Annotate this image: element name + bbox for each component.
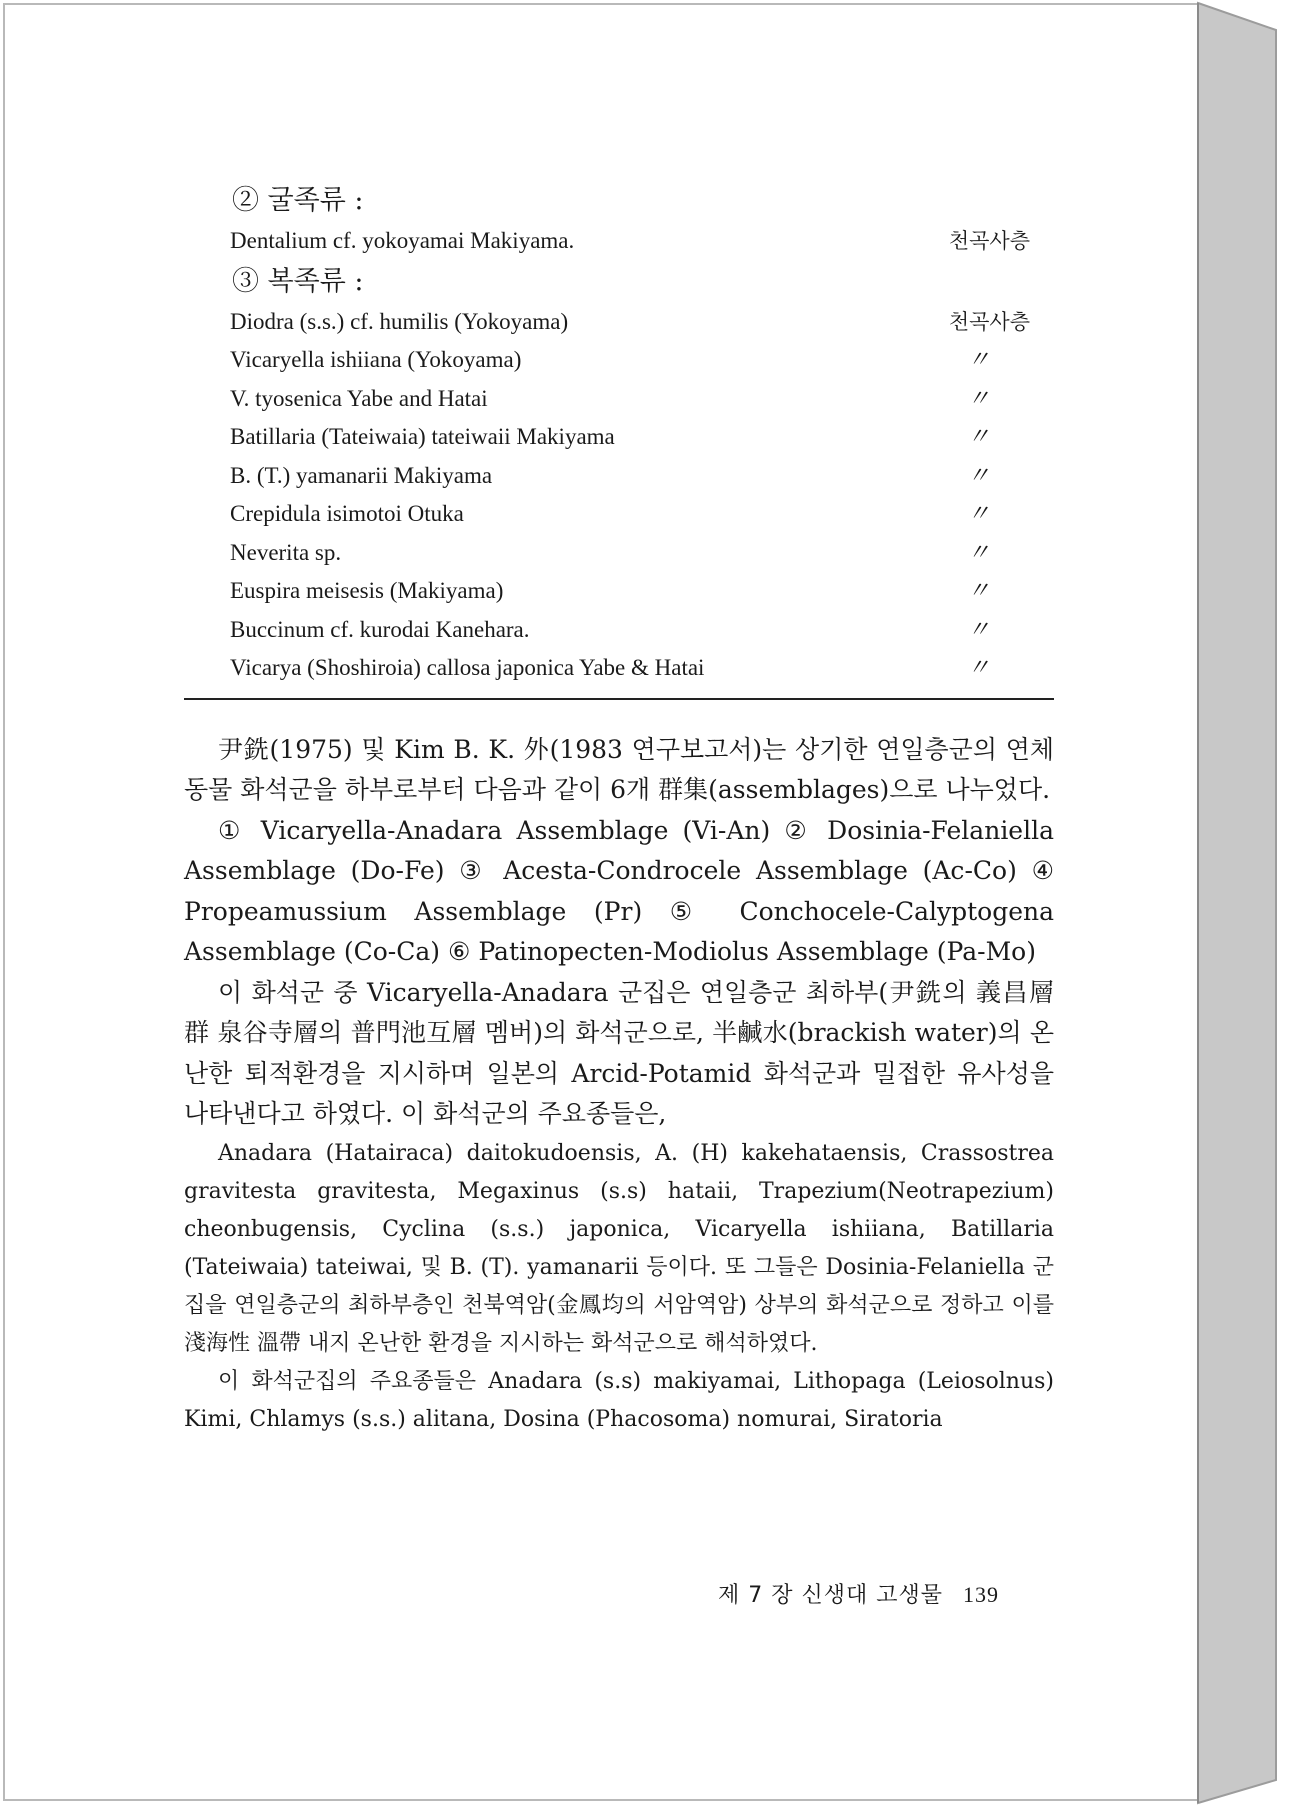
ditto-mark: 〃 [967,347,990,372]
species-row [184,222,1054,261]
species-row [184,457,1054,496]
ditto-mark: 〃 [967,539,990,565]
page-number: 139 [963,1582,999,1607]
ditto-mark: 〃 [967,501,990,526]
ditto-mark: 〃 [967,424,990,449]
species-row [184,611,1054,650]
page-footer [718,1578,999,1609]
species-name: Euspira meisesis (Makiyama) [230,578,504,603]
species-name: B. (T.) yamanarii Makiyama [230,462,493,488]
species-row [184,534,1054,573]
chapter-title: 제 7 장 신생대 고생물 [718,1583,943,1608]
ditto-mark: 〃 [967,578,990,603]
species-name: Batillaria (Tateiwaia) tateiwaii Makiyama [230,424,615,449]
species-row [184,341,1054,380]
species-name: Vicarya (Shoshiroia) callosa japonica Yabe & Hatai [230,655,705,680]
ditto-mark: 〃 [967,462,990,488]
ditto-mark: 〃 [967,385,990,411]
species-name: V. tyosenica Yabe and Hatai [230,385,488,411]
section-header-scaphopoda: ② 굴족류 : [232,185,364,216]
section-header-gastropoda: ③ 복족류 : [232,265,364,297]
species-row [184,495,1054,534]
species-name: Buccinum cf. kurodai Kanehara. [230,616,530,642]
species-name: Dentalium cf. yokoyamai Makiyama. [230,228,575,253]
table-bottom-rule [184,698,1054,700]
species-name: Diodra (s.s.) cf. humilis (Yokoyama) [230,308,569,334]
paragraph: 이 화석군집의 주요종들은 Anadara (s.s) makiyamai, Lithopaga (Leiosolnus) Kimi, Chlamys (s.s.) alitana, Dosina (Phacosoma) nomurai, Siratoria [184,1368,1054,1432]
ditto-mark: 〃 [967,655,990,680]
paragraph-assemblage-list: ① Vicaryella-Anadara Assemblage (Vi-An) ② Dosinia-Felaniella Assemblage (Do-Fe) ③ Acesta-Condrocele Assemblage (Ac-Co) ④ Propeamussium Assemblage (Pr) ⑤ Conchocele-Calyptogena Assemblage (Co-Ca) ⑥ Patinopecten-Modiolus Assemblage (Pa-Mo) [184,815,1054,966]
ditto-mark: 〃 [967,616,990,642]
species-row [184,418,1054,457]
formation-name: 천곡사층 [948,309,1030,334]
species-row [184,572,1054,611]
species-row [184,380,1054,419]
species-row [184,649,1054,688]
page-content [184,180,1054,1439]
species-name: Neverita sp. [230,539,342,565]
formation-name: 천곡사층 [948,229,1030,253]
species-name: Crepidula isimotoi Otuka [230,501,464,526]
species-row [184,303,1054,342]
paragraph-species-list: Anadara (Hatairaca) daitokudoensis, A. (H) kakehataensis, Crassostrea gravitesta gravitesta, Megaxinus (s.s) hataii, Trapezium(Neotrapezium) cheonbugensis, Cyclina (s.s.) japonica, Vicaryella ishiiana, Batillaria (Tateiwaia) tateiwai, 및 B. (T). yamanarii 등이다. 또 그들은 Dosinia-Felaniella 군집을 연일층군의 최하부층인 천북역암(金鳳均의 서암역암) 상부의 화석군으로 정하고 이를 淺海性 溫帶 내지 온난한 환경을 지시하는 화석군으로 해석하였다. [184,1140,1054,1356]
paragraph: 尹銑(1975) 및 Kim B. K. 外(1983 연구보고서)는 상기한 연일층군의 연체동물 화석군을 하부로부터 다음과 같이 6개 群集(assemblages)으로 나누었다. [184,734,1054,804]
paragraph: 이 화석군 중 Vicaryella-Anadara 군집은 연일층군 최하부(尹銑의 義昌層群 泉谷寺層의 普門池互層 멤버)의 화석군으로, 半鹹水(brackish water)의 온난한 퇴적환경을 지시하며 일본의 Arcid-Potamid 화석군과 밀접한 유사성을 나타낸다고 하였다. 이 화석군의 주요종들은, [184,977,1054,1128]
species-name: Vicaryella ishiiana (Yokoyama) [230,347,522,372]
